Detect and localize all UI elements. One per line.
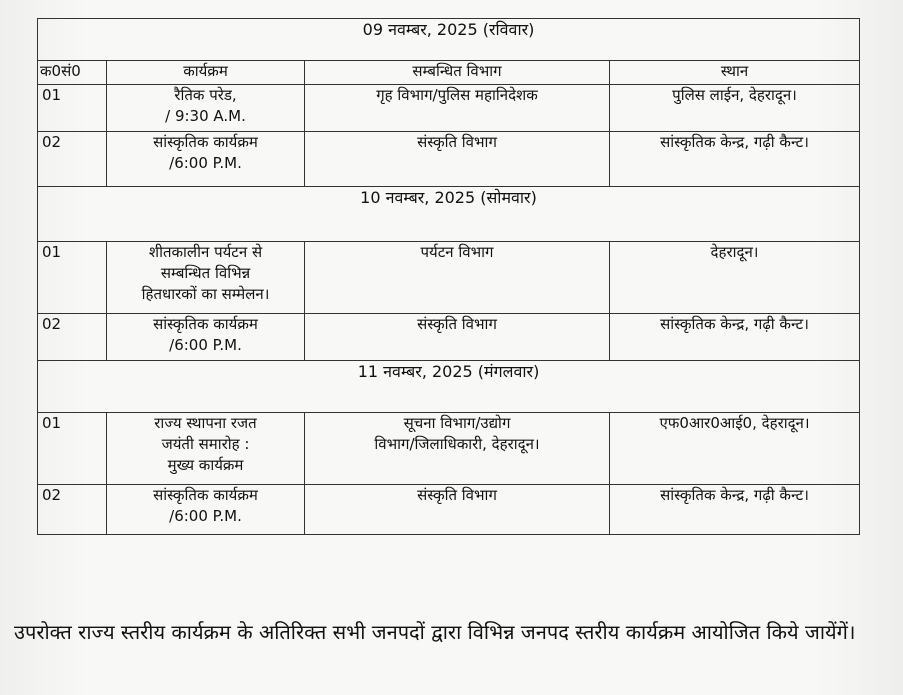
program-line: सांस्कृतिक कार्यक्रम xyxy=(153,486,258,504)
day-header-row xyxy=(38,187,860,242)
program-line: राज्य स्थापना रजत xyxy=(154,414,257,432)
department-line: संस्कृति विभाग xyxy=(417,486,497,504)
day-title: 09 नवम्बर, 2025 (रविवार) xyxy=(38,19,860,61)
serial-number: 01 xyxy=(38,85,107,132)
serial-number: 01 xyxy=(38,413,107,485)
table-row xyxy=(38,85,860,132)
venue-cell: पुलिस लाईन, देहरादून। xyxy=(610,85,860,132)
department-cell xyxy=(305,132,610,187)
department-line: विभाग/जिलाधिकारी, देहरादून। xyxy=(374,435,540,453)
event-schedule-table xyxy=(37,18,860,535)
venue-cell: सांस्कृतिक केन्द्र, गढ़ी कैन्ट। xyxy=(610,314,860,361)
program-cell xyxy=(107,242,305,314)
header-department: सम्बन्धित विभाग xyxy=(305,61,610,85)
department-cell xyxy=(305,485,610,535)
program-line: सम्बन्धित विभिन्न xyxy=(160,264,251,282)
program-cell xyxy=(107,85,305,132)
program-line: /6:00 P.M. xyxy=(169,154,242,172)
program-line: मुख्य कार्यक्रम xyxy=(167,456,244,474)
program-line: / 9:30 A.M. xyxy=(165,107,246,125)
venue-cell: देहरादून। xyxy=(610,242,860,314)
header-serial: क0सं0 xyxy=(38,61,107,85)
serial-number: 02 xyxy=(38,132,107,187)
department-line: पर्यटन विभाग xyxy=(420,243,494,261)
program-line: /6:00 P.M. xyxy=(169,336,242,354)
program-line: हितधारकों का सम्मेलन। xyxy=(141,285,270,303)
column-header-row xyxy=(38,61,860,85)
table-row xyxy=(38,485,860,535)
department-cell xyxy=(305,85,610,132)
table-row xyxy=(38,413,860,485)
day-title: 11 नवम्बर, 2025 (मंगलवार) xyxy=(38,361,860,413)
program-cell xyxy=(107,314,305,361)
program-line: जयंती समारोह : xyxy=(161,435,250,453)
department-line: सूचना विभाग/उद्योग xyxy=(403,414,511,432)
venue-cell: सांस्कृतिक केन्द्र, गढ़ी कैन्ट। xyxy=(610,485,860,535)
department-cell xyxy=(305,413,610,485)
day-header-row xyxy=(38,19,860,61)
serial-number: 02 xyxy=(38,314,107,361)
table-row xyxy=(38,242,860,314)
program-cell xyxy=(107,413,305,485)
department-line: संस्कृति विभाग xyxy=(417,133,497,151)
department-line: गृह विभाग/पुलिस महानिदेशक xyxy=(376,86,538,104)
venue-cell: सांस्कृतिक केन्द्र, गढ़ी कैन्ट। xyxy=(610,132,860,187)
department-cell xyxy=(305,242,610,314)
header-program: कार्यक्रम xyxy=(107,61,305,85)
department-line: संस्कृति विभाग xyxy=(417,315,497,333)
venue-cell: एफ0आर0आई0, देहरादून। xyxy=(610,413,860,485)
program-line: रैतिक परेड, xyxy=(174,86,237,104)
program-line: /6:00 P.M. xyxy=(169,507,242,525)
department-cell xyxy=(305,314,610,361)
program-line: शीतकालीन पर्यटन से xyxy=(148,243,263,261)
day-header-row xyxy=(38,361,860,413)
serial-number: 01 xyxy=(38,242,107,314)
footer-note: उपरोक्त राज्य स्तरीय कार्यक्रम के अतिरिक्त सभी जनपदों द्वारा विभिन्न जनपद स्तरीय कार्यक्रम आयोजित किये जायेंगें। xyxy=(14,620,856,644)
program-cell xyxy=(107,132,305,187)
serial-number: 02 xyxy=(38,485,107,535)
program-cell xyxy=(107,485,305,535)
header-venue: स्थान xyxy=(610,61,860,85)
program-line: सांस्कृतिक कार्यक्रम xyxy=(153,133,258,151)
program-line: सांस्कृतिक कार्यक्रम xyxy=(153,315,258,333)
table-row xyxy=(38,314,860,361)
day-title: 10 नवम्बर, 2025 (सोमवार) xyxy=(38,187,860,242)
table-row xyxy=(38,132,860,187)
